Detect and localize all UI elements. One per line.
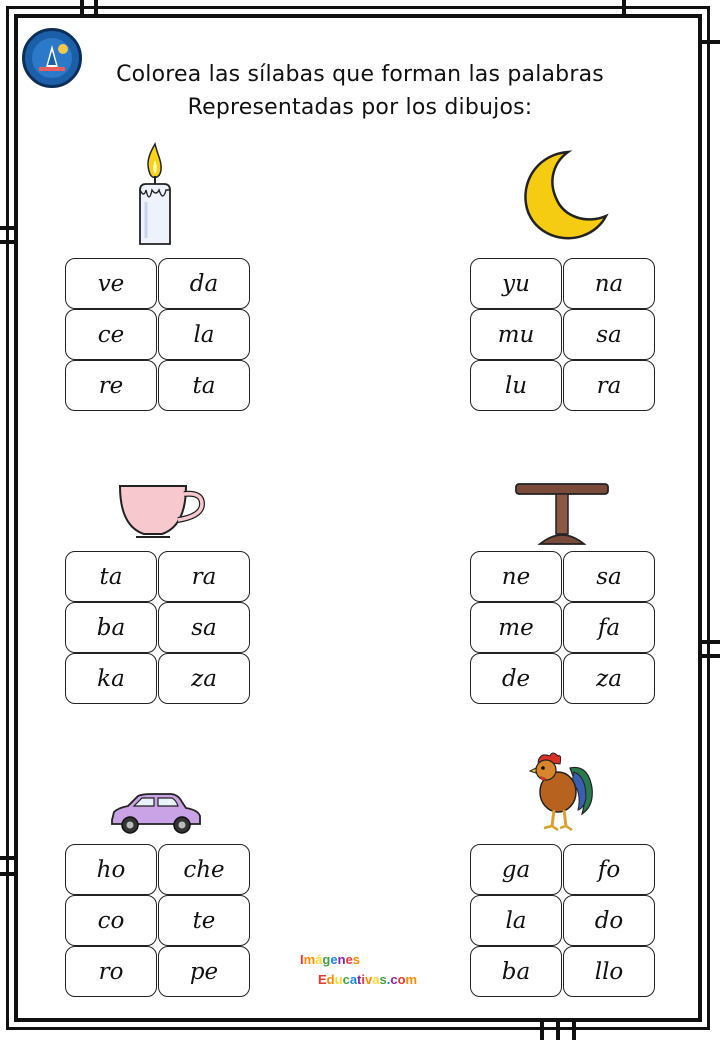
syllable-cell[interactable]: mu — [470, 309, 562, 360]
syllable-cell[interactable]: do — [563, 895, 655, 946]
syllable-cell[interactable]: na — [563, 258, 655, 309]
syllable-cell[interactable]: ra — [158, 551, 250, 602]
frame-tick — [622, 0, 626, 18]
frame-tick — [702, 40, 720, 44]
syllable-cell[interactable]: la — [158, 309, 250, 360]
syllable-cell[interactable]: ho — [65, 844, 157, 895]
frame-tick — [702, 640, 720, 644]
moon-icon — [518, 148, 610, 244]
frame-tick — [0, 872, 18, 876]
frame-tick — [702, 654, 720, 658]
watermark — [300, 952, 440, 992]
syllable-cell[interactable]: ta — [158, 360, 250, 411]
syllable-cell[interactable]: sa — [563, 551, 655, 602]
syllable-cell[interactable]: ba — [65, 602, 157, 653]
syllable-cell[interactable]: sa — [563, 309, 655, 360]
syllable-cell[interactable]: llo — [563, 946, 655, 997]
table-icon — [514, 480, 610, 548]
car-icon — [108, 790, 204, 836]
frame-tick — [80, 0, 84, 18]
syllable-cell[interactable]: ro — [65, 946, 157, 997]
syllable-cell[interactable]: ne — [470, 551, 562, 602]
syllable-cell[interactable]: za — [563, 653, 655, 704]
syllable-cell[interactable]: ba — [470, 946, 562, 997]
syllable-cell[interactable]: za — [158, 653, 250, 704]
syllable-cell[interactable]: pe — [158, 946, 250, 997]
syllable-cell[interactable]: ve — [65, 258, 157, 309]
syllable-cell[interactable]: yu — [470, 258, 562, 309]
candle-icon — [130, 142, 180, 248]
cup-icon — [116, 482, 206, 540]
syllable-cell[interactable]: de — [470, 653, 562, 704]
syllable-cell[interactable]: co — [65, 895, 157, 946]
syllable-cell[interactable]: ce — [65, 309, 157, 360]
frame-tick — [540, 1022, 544, 1040]
watermark-line-1: Imágenes — [300, 952, 361, 967]
syllable-cell[interactable]: fa — [563, 602, 655, 653]
syllable-cell[interactable]: che — [158, 844, 250, 895]
frame-tick — [0, 226, 18, 230]
frame-tick — [94, 0, 98, 18]
watermark-line-2: Educativas.com — [318, 972, 418, 987]
syllable-cell[interactable]: fo — [563, 844, 655, 895]
rooster-icon — [528, 748, 594, 834]
instructions-line-1: Colorea las sílabas que forman las palabras — [116, 62, 604, 87]
frame-tick — [572, 1022, 576, 1040]
syllable-cell[interactable]: sa — [158, 602, 250, 653]
syllable-cell[interactable]: re — [65, 360, 157, 411]
syllable-cell[interactable]: ra — [563, 360, 655, 411]
syllable-cell[interactable]: lu — [470, 360, 562, 411]
frame-tick — [556, 1022, 560, 1040]
syllable-cell[interactable]: ta — [65, 551, 157, 602]
syllable-cell[interactable]: me — [470, 602, 562, 653]
syllable-cell[interactable]: la — [470, 895, 562, 946]
frame-tick — [0, 240, 18, 244]
syllable-cell[interactable]: da — [158, 258, 250, 309]
syllable-cell[interactable]: te — [158, 895, 250, 946]
syllable-cell[interactable]: ga — [470, 844, 562, 895]
frame-tick — [0, 856, 18, 860]
instructions-line-2: Representadas por los dibujos: — [187, 95, 533, 120]
syllable-cell[interactable]: ka — [65, 653, 157, 704]
